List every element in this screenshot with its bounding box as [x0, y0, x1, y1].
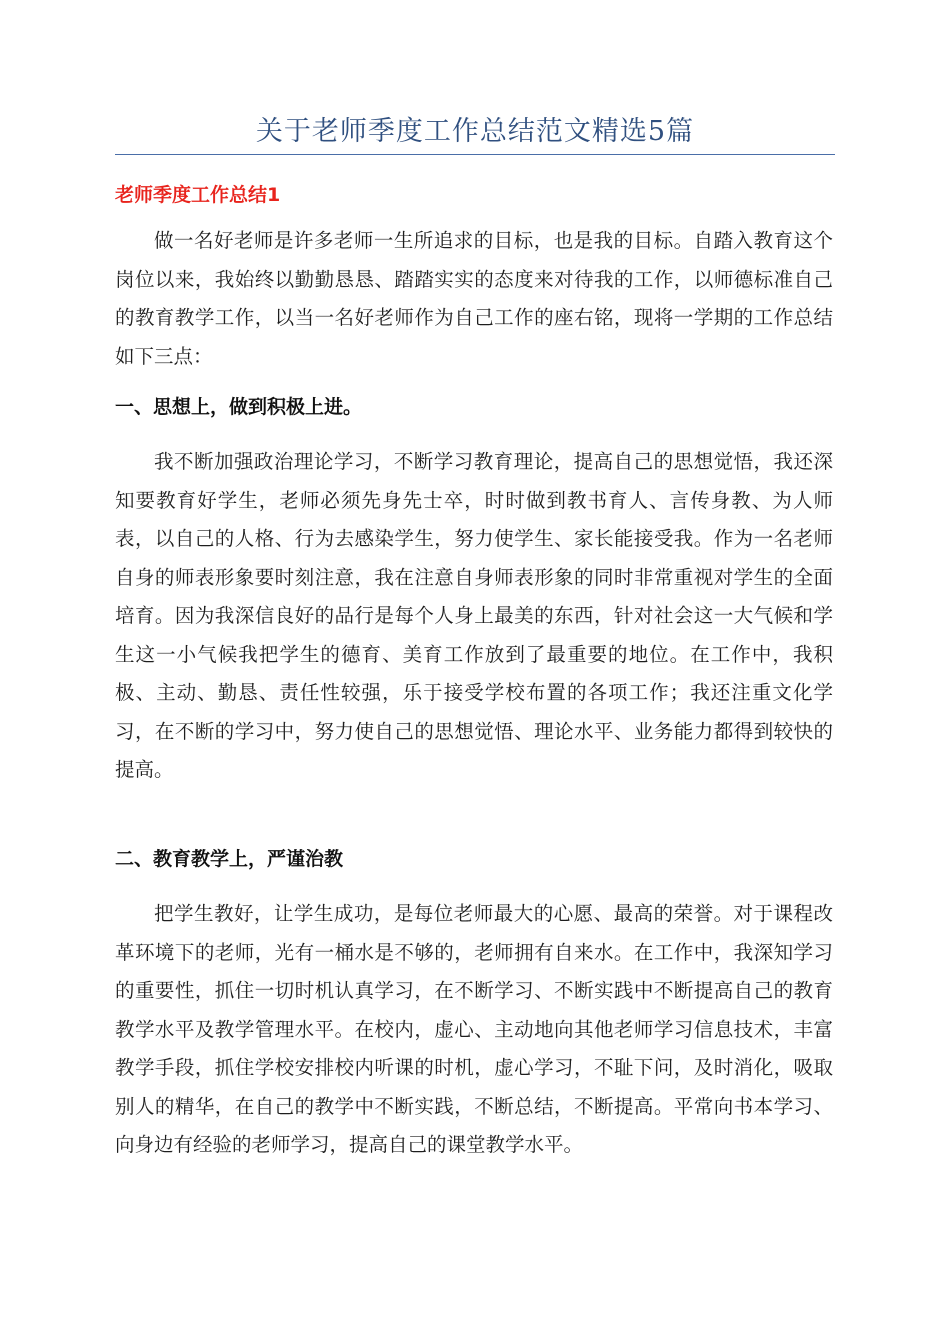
paragraph-teaching: 把学生教好，让学生成功，是每位老师最大的心愿、最高的荣誉。对于课程改革环境下的老师，光有一桶水是不够的，老师拥有自来水。在工作中，我深知学习的重要性，抓住一切时机认真学习，在不断学习、不断实践中不断提高自己的教育教学水平及教学管理水平。在校内，虚心、主动地向其他老师学习信息技术，丰富教学手段，抓住学校安排校内听课的时机，虚心学习，不耻下问，及时消化，吸取别人的精华，在自己的教学中不断实践，不断总结，不断提高。平常向书本学习、向身边有经验的老师学习，提高自己的课堂教学水平。 [115, 902, 833, 1156]
title-underline [115, 154, 835, 155]
heading-thought: 一、思想上，做到积极上进。 [115, 396, 363, 418]
section-title: 老师季度工作总结1 [115, 184, 281, 206]
document-title: 关于老师季度工作总结范文精选5篇 [255, 116, 695, 147]
heading-teaching: 二、教育教学上，严谨治教 [115, 848, 344, 870]
paragraph-thought: 我不断加强政治理论学习，不断学习教育理论，提高自己的思想觉悟，我还深知要教育好学生，老师必须先身先士卒，时时做到教书育人、言传身教、为人师表，以自己的人格、行为去感染学生，努力使学生、家长能接受我。作为一名老师自身的师表形象要时刻注意，我在注意自身师表形象的同时非常重视对学生的全面培育。因为我深信良好的品行是每个人身上最美的东西，针对社会这一大气候和学生这一小气候我把学生的德育、美育工作放到了最重要的地位。在工作中，我积极、主动、勤恳、责任性较强，乐于接受学校布置的各项工作；我还注重文化学习，在不断的学习中，努力使自己的思想觉悟、理论水平、业务能力都得到较快的提高。 [115, 450, 833, 781]
intro-paragraph: 做一名好老师是许多老师一生所追求的目标，也是我的目标。自踏入教育这个岗位以来，我始终以勤勤恳恳、踏踏实实的态度来对待我的工作，以师德标准自己的教育教学工作，以当一名好老师作为自己工作的座右铭，现将一学期的工作总结如下三点： [115, 229, 833, 368]
